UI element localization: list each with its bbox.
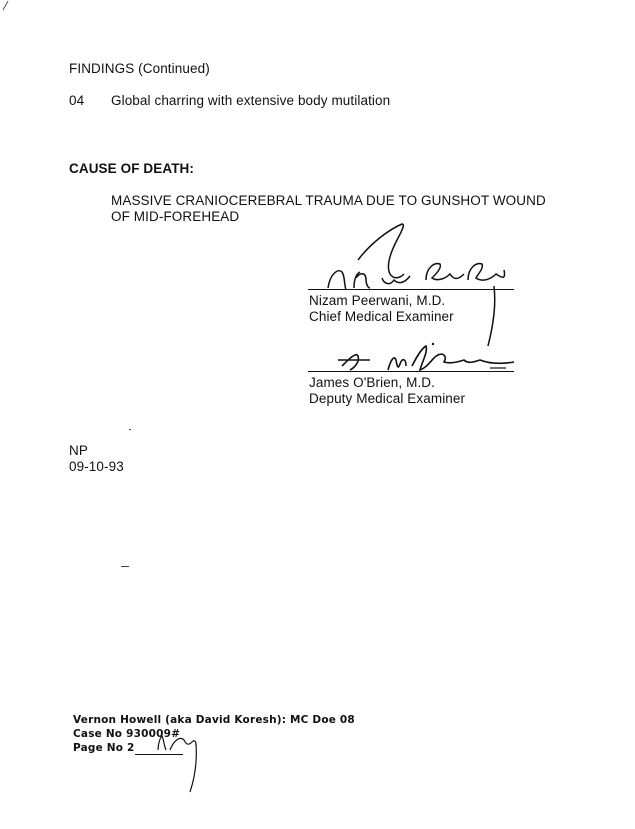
signatory-2-name: James O'Brien, M.D. (309, 375, 436, 390)
corner-mark (2, 0, 12, 12)
footer-page-number: Page No 2 (73, 742, 135, 754)
speck (129, 429, 131, 430)
signatory-2-title: Deputy Medical Examiner (309, 391, 466, 406)
signature-line-2 (308, 371, 514, 372)
findings-item-number: 04 (69, 93, 85, 108)
findings-item-text: Global charring with extensive body mutilation (111, 93, 391, 108)
signature-peerwani (318, 222, 523, 352)
signature-line-1 (308, 289, 514, 290)
preparer-initials: NP (69, 443, 88, 458)
signature-obrien (330, 340, 525, 380)
cause-of-death-line-2: OF MID-FOREHEAD (111, 209, 240, 224)
footer-subject: Vernon Howell (aka David Koresh): MC Doe 08 (73, 714, 355, 726)
speck (121, 566, 129, 567)
report-date: 09-10-93 (69, 459, 124, 474)
signatory-1-title: Chief Medical Examiner (309, 309, 454, 324)
cause-of-death-heading: CAUSE OF DEATH: (69, 161, 194, 176)
footer-case-number: Case No 930009# (73, 728, 181, 740)
footer-initials-scribble (150, 726, 205, 796)
findings-heading: FINDINGS (Continued) (69, 61, 210, 76)
cause-of-death-line-1: MASSIVE CRANIOCEREBRAL TRAUMA DUE TO GUNSHOT WOUND (111, 193, 546, 208)
signatory-1-name: Nizam Peerwani, M.D. (309, 293, 446, 308)
